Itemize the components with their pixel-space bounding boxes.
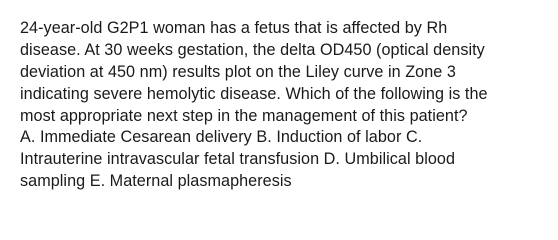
question-line: disease. At 30 weeks gestation, the delta OD450 (optical density (20, 40, 485, 59)
question-line: deviation at 450 nm) results plot on the Liley curve in Zone 3 (20, 62, 456, 81)
answer-options-line: sampling E. Maternal plasmapheresis (20, 172, 292, 191)
question-text-block (20, 18, 550, 193)
question-line: most appropriate next step in the management of this patient? (20, 106, 468, 125)
answer-options-line: A. Immediate Cesarean delivery B. Induction of labor C. (20, 128, 423, 147)
answer-options-line: Intrauterine intravascular fetal transfusion D. Umbilical blood (20, 150, 456, 169)
question-line: 24-year-old G2P1 woman has a fetus that is affected by Rh (20, 19, 448, 37)
question-line: indicating severe hemolytic disease. Which of the following is the (20, 84, 488, 103)
